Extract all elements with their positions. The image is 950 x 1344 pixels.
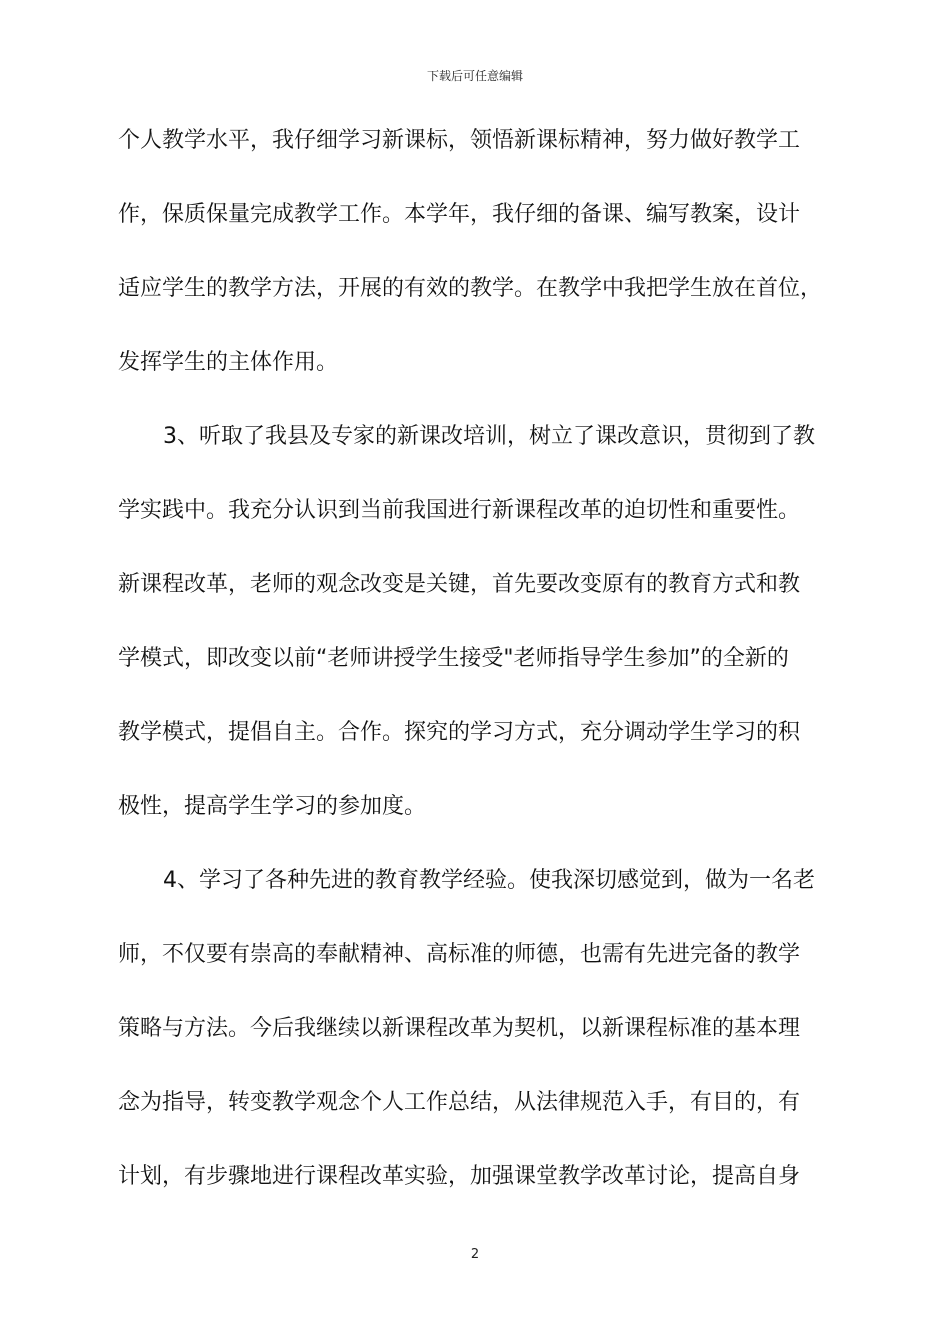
text-line: 发挥学生的主体作用。 — [118, 349, 339, 375]
header-note: 下载后可任意编辑 — [426, 69, 523, 83]
paragraph-item-3 — [118, 397, 830, 841]
text-line: 师，不仅要有崇高的奉献精神、高标准的师德，也需有先进完备的教学 — [118, 941, 801, 967]
text-line-first: 3、听取了我县及专家的新课改培训，树立了课改意识，贯彻到了教 — [163, 423, 815, 449]
body-text — [118, 101, 830, 1211]
text-line: 适应学生的教学方法，开展的有效的教学。在教学中我把学生放在首位， — [118, 275, 823, 301]
paragraph-continued — [118, 101, 830, 397]
text-line: 教学模式，提倡自主。合作。探究的学习方式，充分调动学生学习的积 — [118, 719, 801, 745]
text-line: 个人教学水平，我仔细学习新课标，领悟新课标精神，努力做好教学工 — [118, 127, 801, 153]
text-line: 念为指导，转变教学观念个人工作总结，从法律规范入手，有目的，有 — [118, 1089, 801, 1115]
text-line: 作，保质保量完成教学工作。本学年，我仔细的备课、编写教案，设计 — [118, 201, 801, 227]
text-line: 策略与方法。今后我继续以新课程改革为契机，以新课程标准的基本理 — [118, 1015, 801, 1041]
text-line: 计划，有步骤地进行课程改革实验，加强课堂教学改革讨论，提高自身 — [118, 1163, 801, 1189]
text-line: 学模式，即改变以前“老师讲授学生接受"老师指导学生参加”的全新的 — [118, 645, 789, 671]
page-number: 2 — [470, 1247, 480, 1262]
text-line: 学实践中。我充分认识到当前我国进行新课程改革的迫切性和重要性。 — [118, 497, 801, 523]
text-line-first: 4、学习了各种先进的教育教学经验。使我深切感觉到，做为一名老 — [163, 867, 815, 893]
paragraph-item-4 — [118, 841, 830, 1211]
text-line: 极性，提高学生学习的参加度。 — [118, 793, 427, 819]
text-line: 新课程改革，老师的观念改变是关键，首先要改变原有的教育方式和教 — [118, 571, 801, 597]
